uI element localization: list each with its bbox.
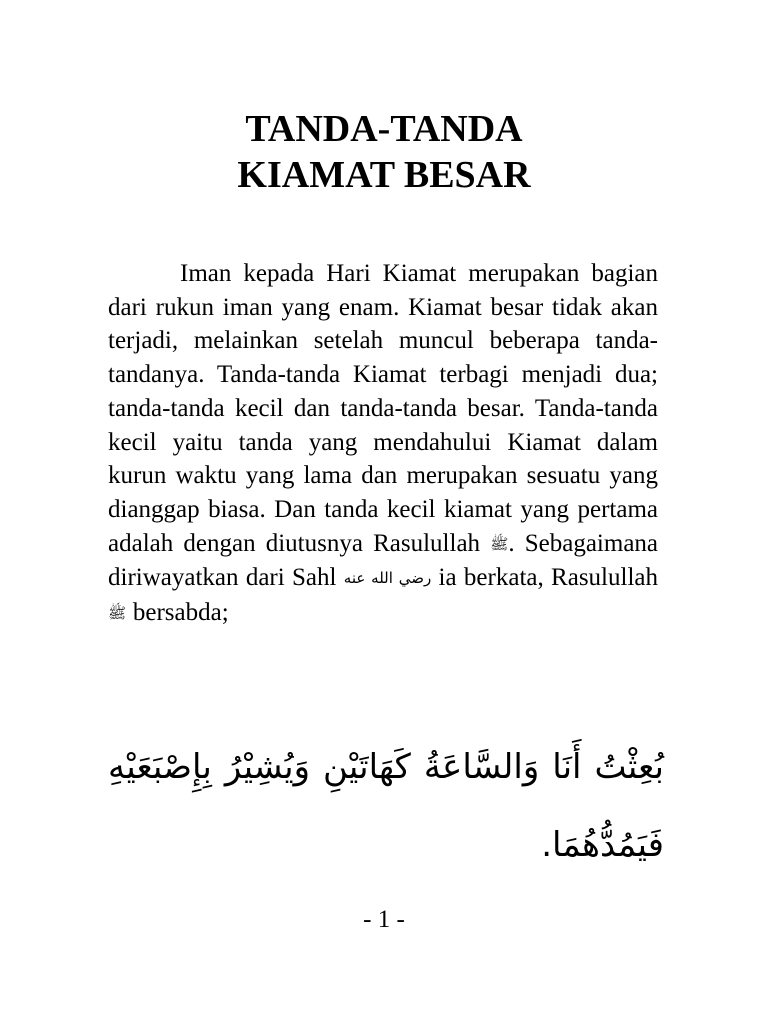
paragraph-text-1: Iman kepada Hari Kiamat merupakan bagian dari rukun iman yang enam. Kiamat besar tidak akan terjadi, melainkan setelah muncul beberapa tanda-tandanya. Tanda-tanda Kiamat terbagi menjadi dua; tanda-tanda kecil dan tanda-tanda besar. Tanda-tanda kecil yaitu tanda yang mendahului Kiamat dalam kurun waktu yang lama dan merupakan sesuatu yang dianggap biasa. Dan tanda kecil kiamat yang pertama adalah dengan diutusnya Rasulullah <box>108 260 658 557</box>
radhiyallahu-symbol: رضي الله عنه <box>343 569 432 588</box>
paragraph-text-2: . Sebagaimana diriwayatkan dari Sahl <box>108 529 659 592</box>
title-line-2: KIAMAT BESAR <box>237 154 531 196</box>
hadith-arabic-text: بُعِثْتُ أَنَا وَالسَّاعَةُ كَهَاتَيْنِ وَيُشِيْرُ بِإِصْبَعَيْهِ فَيَمُدُّهُمَا. <box>108 747 664 865</box>
salawat-symbol: ﷺ <box>490 534 509 553</box>
page-title <box>0 106 768 198</box>
paragraph-text-3: ia berkata, Rasulullah <box>431 564 658 592</box>
salawat-symbol-2: ﷺ <box>108 604 127 623</box>
title-line-1: TANDA-TANDA <box>245 108 523 150</box>
page-number: - 1 - <box>363 906 405 933</box>
paragraph-text-4: bersabda; <box>126 599 229 627</box>
body-paragraph <box>108 257 658 631</box>
